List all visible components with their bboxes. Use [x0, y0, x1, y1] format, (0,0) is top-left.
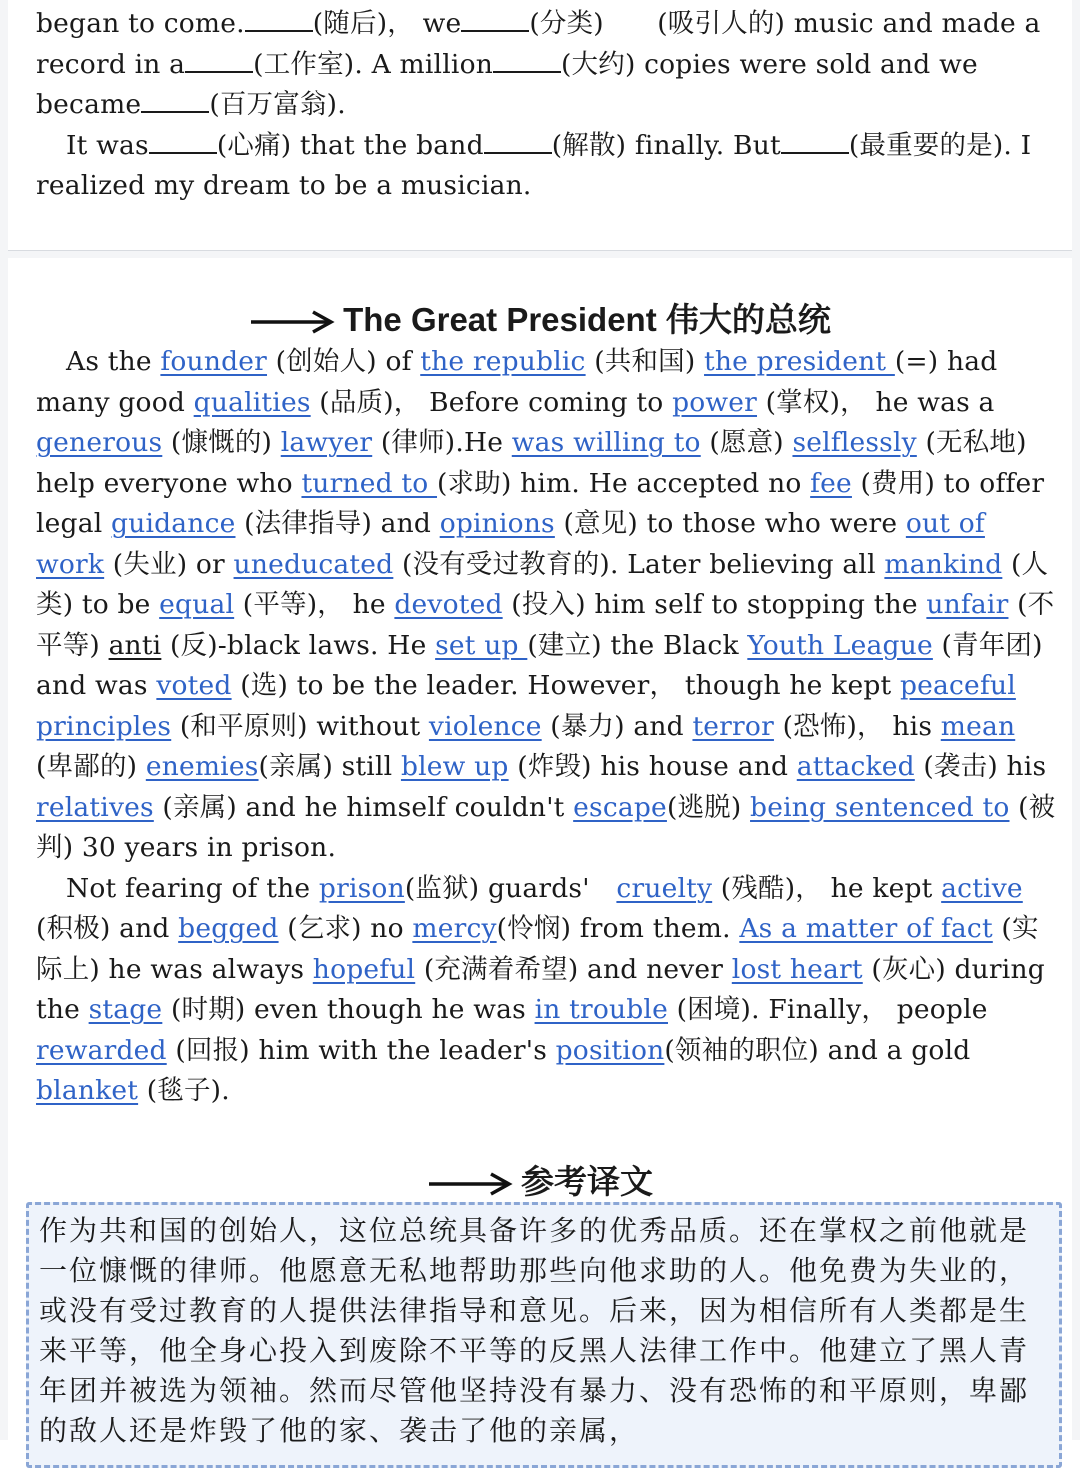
keyword: out of work	[36, 508, 985, 580]
passage	[36, 342, 1060, 1112]
exercise-text: (最重要的是). I realized my dream to be a musician.	[36, 129, 1032, 201]
previous-exercise-sheet	[8, 0, 1072, 251]
answer-blank[interactable]	[781, 130, 849, 154]
keyword: mean	[940, 710, 1016, 742]
keyword: terror	[692, 710, 774, 742]
keyword: qualities	[193, 386, 311, 418]
passage-paragraph-2: Not fearing of the prison(监狱) guards' cruelty (残酷)， he kept active (积极) and begged (乞求) no mercy(怜悯) from them. As a matter of fact (实际上) he was always hopeful (充满着希望) and never lost heart (灰心) during the stage (时期) even though he was in trouble (困境). Finally， people rewarded (回报) him with the leader's position(领袖的职位) and a gold blanket (毯子).	[36, 872, 1045, 1106]
keyword: uneducated	[233, 548, 394, 580]
keyword: the president	[704, 346, 895, 377]
keyword: cruelty	[616, 872, 713, 904]
keyword: fee	[810, 467, 852, 499]
keyword: hopeful	[312, 953, 416, 985]
keyword: set up	[435, 629, 528, 661]
keyword: guidance	[111, 508, 236, 539]
answer-blank[interactable]	[141, 89, 209, 113]
keyword: mercy	[412, 913, 497, 944]
exercise-text: (心痛) that the band	[216, 129, 484, 161]
keyword: violence	[428, 710, 542, 742]
exercise-text: (工作室). A million	[253, 48, 494, 80]
passage-paragraph-1: As the founder (创始人) of the republic (共和国) the president (=) had many good qualities (品质)， Before coming to power (掌权)， he was a generous (慷慨的) lawyer (律师).He was willing to (愿意) selflessly (无私地) help everyone who turned to (求助) him. He accepted no fee (费用) to offer legal guidance (法律指导) and opinions (意见) to those who were out of work (失业) or uneducated (没有受过教育的). Later believing all mankind (人类) to be equal (平等)， he devoted (投入) him self to stopping the unfair (不平等) anti (反)-black laws. He set up (建立) the Black Youth League (青年团) and was voted (选) to be the leader. However， though he kept peaceful principles (和平原则) without violence (暴力) and terror (恐怖)， his mean (卑鄙的) enemies(亲属) still blew up (炸毁) his house and attacked (袭击) his relatives (亲属) and he himself couldn't escape(逃脱) being sentenced to (被判) 30 years in prison.	[36, 346, 1056, 863]
keyword: founder	[160, 346, 268, 377]
translation-text: 作为共和国的创始人，这位总统具备许多的优秀品质。还在掌权之前他就是一位慷慨的律师。他愿意无私地帮助那些向他求助的人。他免费为失业的，或没有受过教育的人提供法律指导和意见。后来，因为相信所有人类都是生来平等，他全身心投入到废除不平等的反黑人法律工作中。他建立了黑人青年团并被选为领袖。然而尽管他坚持没有暴力、没有恐怖的和平原则，卑鄙的敌人还是炸毁了他的家、袭击了他的亲属，	[39, 1214, 1030, 1447]
keyword: turned to	[301, 467, 438, 499]
keyword: unfair	[926, 589, 1009, 620]
keyword: the republic	[420, 346, 586, 377]
keyword: attacked	[796, 751, 915, 782]
keyword: being sentenced to	[750, 791, 1010, 823]
keyword: enemies	[145, 751, 259, 782]
exercise-paragraph-2	[36, 126, 1056, 207]
translation-title: 参考译文	[521, 1163, 653, 1200]
section-heading	[8, 294, 1072, 341]
keyword: stage	[88, 994, 163, 1025]
keyword: position	[555, 1034, 665, 1066]
keyword: peaceful principles	[36, 670, 1016, 742]
keyword: selflessly	[792, 427, 917, 458]
exercise-text: (解散) finally. But	[551, 129, 781, 161]
keyword: prison	[318, 872, 405, 904]
keyword: power	[672, 386, 758, 418]
arrow-right-icon	[427, 1172, 513, 1196]
keyword: blew up	[400, 751, 509, 782]
keyword: lawyer	[280, 427, 373, 458]
keyword: mankind	[884, 548, 1003, 580]
exercise-text: (百万富翁).	[209, 89, 346, 120]
keyword: lost heart	[731, 953, 863, 985]
keyword: As a matter of fact	[739, 913, 993, 944]
exercise-paragraph-1	[36, 4, 1056, 126]
exercise-text: (大约) copies were sold and we became	[36, 48, 978, 120]
keyword: was willing to	[511, 427, 701, 458]
keyword: escape	[573, 791, 667, 823]
keyword: blanket	[36, 1075, 139, 1106]
exercise-text: (随后)， we	[312, 8, 462, 39]
section-title: The Great President 伟大的总统	[343, 301, 831, 338]
keyword: active	[941, 872, 1023, 904]
keyword: Youth League	[747, 629, 933, 661]
keyword: in trouble	[534, 994, 668, 1025]
underlined-word: anti	[108, 629, 162, 661]
exercise-text: It was	[66, 129, 149, 161]
keyword: begged	[178, 913, 279, 944]
keyword: relatives	[36, 791, 154, 823]
answer-blank[interactable]	[185, 49, 253, 73]
note-sheet	[8, 258, 1072, 1447]
answer-blank[interactable]	[245, 8, 313, 32]
fill-in-exercise	[36, 4, 1056, 207]
answer-blank[interactable]	[149, 130, 217, 154]
keyword: devoted	[394, 589, 503, 620]
exercise-text: began to come.	[36, 8, 245, 39]
keyword: voted	[156, 670, 232, 701]
answer-blank[interactable]	[484, 130, 552, 154]
keyword: equal	[159, 589, 235, 620]
answer-blank[interactable]	[461, 8, 529, 32]
translation-box	[26, 1202, 1062, 1468]
keyword: rewarded	[36, 1034, 167, 1066]
keyword: generous	[36, 427, 163, 458]
arrow-right-icon	[249, 310, 335, 334]
exercise-text: (分类) (吸引人的) music and made a record in a	[36, 8, 1041, 80]
translation-heading	[8, 1156, 1072, 1203]
keyword: opinions	[439, 508, 555, 539]
answer-blank[interactable]	[493, 49, 561, 73]
